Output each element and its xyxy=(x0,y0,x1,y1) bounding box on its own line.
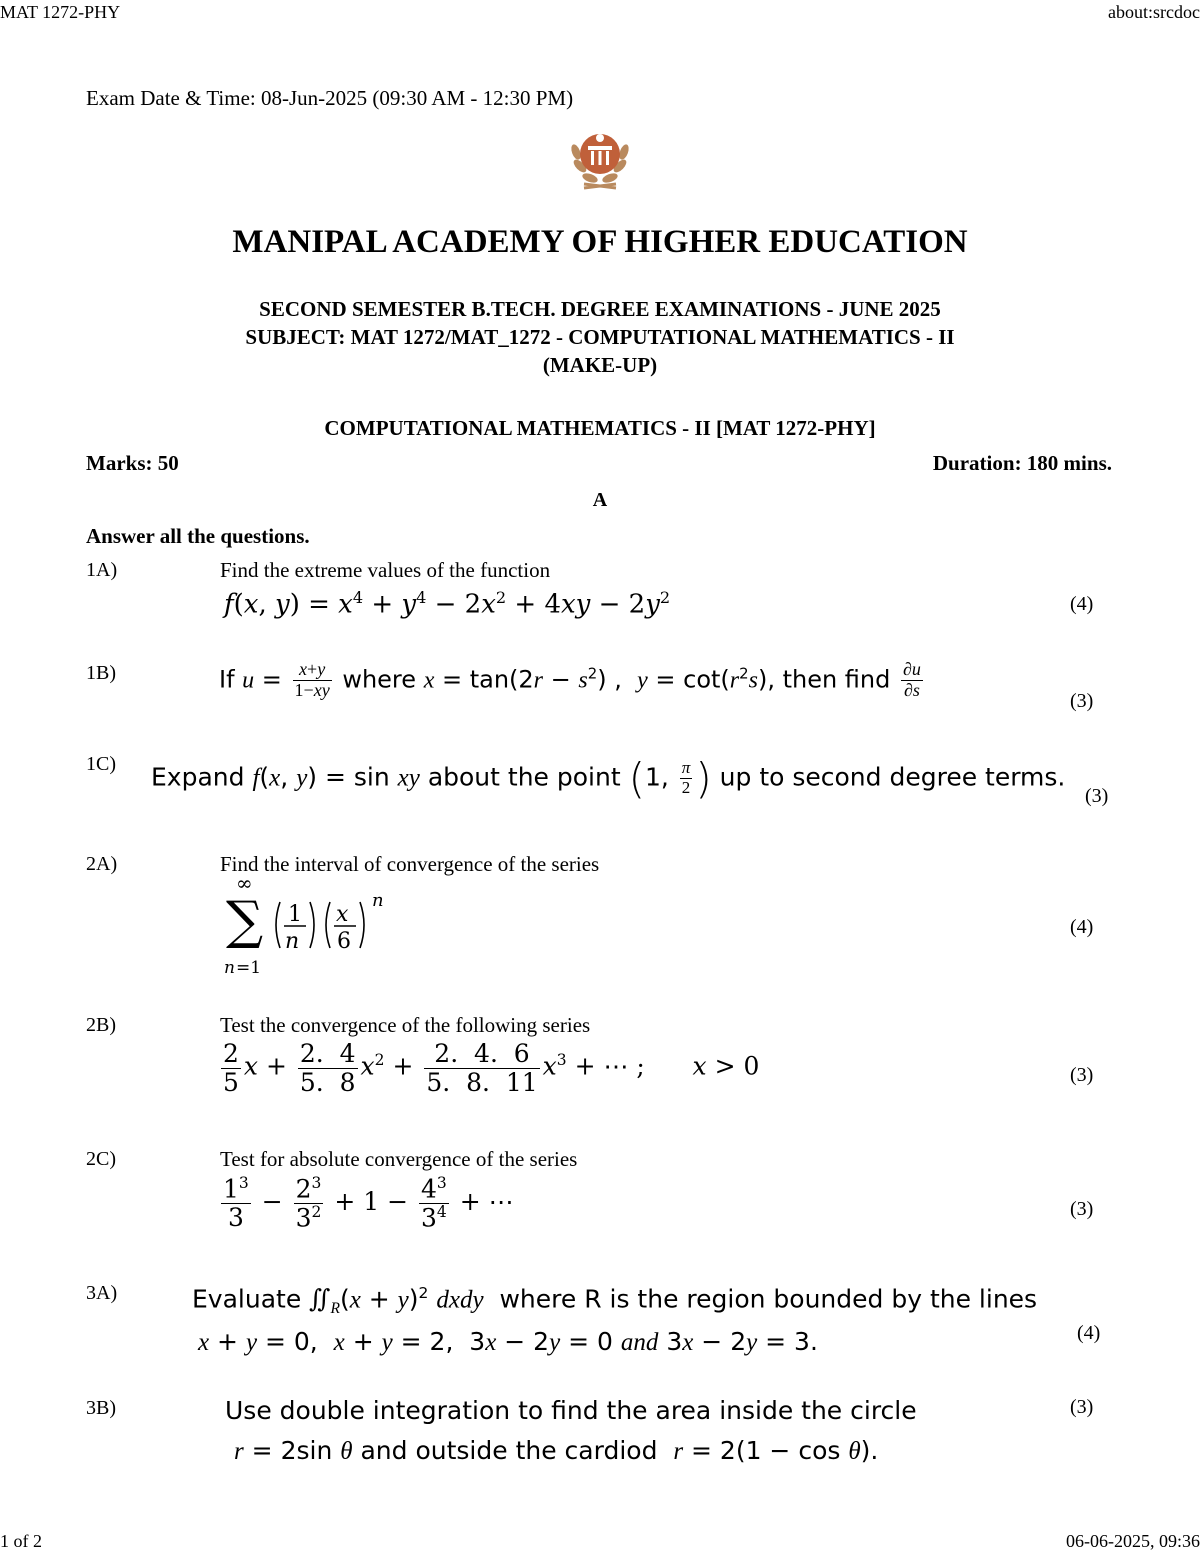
duration-label: Duration: 180 mins. xyxy=(932,451,1112,475)
instruction: Answer all the questions. xyxy=(86,524,310,548)
formula-1a: f(x, $y) = x^4 + y^4 - 2x^2 + 4xy - 2y^2$ xyxy=(224,588,671,620)
formula-1c: Expand f(x, y) = sin xy about the point (1, $\frac{\pi}{2}$ ) up to second degree terms. xyxy=(151,754,1066,803)
print-header-title: MAT 1272-PHY xyxy=(0,2,121,22)
question-text: Find the interval of convergence of the series xyxy=(220,852,600,876)
formula-1b: If u = $\frac{x+y}{1-xy}$ where $x = \tan(2r - s^2)$ , $y = \cot(r^2s)$, then find $\frac{\partial u}{\partial s}$ xyxy=(219,659,921,700)
svg-text:=1: =1 xyxy=(236,958,262,978)
formula-3b-line2: r = 2sin θ and outside the cardiod r = 2(1 − cos θ). xyxy=(234,1436,879,1465)
formula-3a-line1: Evaluate $∬_R(x + y)^2$ dxdy where R is the region bounded by the lines xyxy=(192,1284,1038,1318)
question-number: 1B) xyxy=(86,662,116,684)
subject-line: SUBJECT: MAT 1272/MAT_1272 - COMPUTATIONAL MATHEMATICS - II xyxy=(245,325,955,349)
print-footer-page: 1 of 2 xyxy=(0,1531,42,1551)
question-marks: (3) xyxy=(1070,1064,1094,1086)
question-number: 2C) xyxy=(86,1148,116,1170)
question-text: Test the convergence of the following series xyxy=(220,1013,591,1037)
question-marks: (3) xyxy=(1070,1396,1094,1418)
question-marks: (4) xyxy=(1070,593,1094,615)
question-text: Find the extreme values of the function xyxy=(220,558,551,582)
question-marks: (3) xyxy=(1085,785,1109,807)
formula-2c: $\frac{1^3}{3}$ − $\frac{2^3}{3^2}$ + 1 − $\frac{4^3}{3^4}$ + ⋯ xyxy=(223,1174,514,1233)
question-number: 1A) xyxy=(86,559,118,581)
manipal-emblem-icon xyxy=(566,122,634,190)
question-number: 1C) xyxy=(86,753,116,775)
svg-text:x: x xyxy=(336,902,349,927)
paper-title: COMPUTATIONAL MATHEMATICS - II [MAT 1272-PHY] xyxy=(324,416,876,440)
print-footer-timestamp: 06-06-2025, 09:36 xyxy=(1066,1531,1200,1551)
svg-text:∑: ∑ xyxy=(226,891,264,951)
svg-text:n: n xyxy=(372,890,384,911)
institution-name: MANIPAL ACADEMY OF HIGHER EDUCATION xyxy=(232,224,968,260)
question-number: 3B) xyxy=(86,1397,116,1419)
svg-text:∞: ∞ xyxy=(236,872,253,895)
exam-datetime: Exam Date & Time: 08-Jun-2025 (09:30 AM - 12:30 PM) xyxy=(86,86,574,110)
question-number: 2B) xyxy=(86,1014,116,1036)
question-text: Test for absolute convergence of the series xyxy=(220,1147,578,1171)
svg-text:6: 6 xyxy=(337,929,351,954)
marks-label: Marks: 50 xyxy=(86,451,179,475)
question-marks: (4) xyxy=(1070,916,1094,938)
svg-text:1: 1 xyxy=(288,902,302,927)
question-marks: (3) xyxy=(1070,1198,1094,1220)
question-number: 2A) xyxy=(86,853,118,875)
formula-2a xyxy=(222,872,422,987)
formula-3b-line1: Use double integration to find the area inside the circle xyxy=(225,1396,917,1425)
formula-2b: $\frac{2}{5}$ x + $\frac{2. 4}{5. 8}$ $x^2$ + $\frac{2. 4. 6}{5. 8. 11}$ $x^3$ + ⋯ ; x > 0 xyxy=(223,1039,760,1097)
formula-3a-line2: x + y = 0, x + y = 2, 3x − 2y = 0 and 3x − 2y = 3. xyxy=(198,1327,818,1356)
exam-title: SECOND SEMESTER B.TECH. DEGREE EXAMINATIONS - JUNE 2025 xyxy=(259,297,941,321)
question-marks: (4) xyxy=(1077,1322,1101,1344)
makeup-label: (MAKE-UP) xyxy=(542,353,658,377)
svg-text:n: n xyxy=(285,929,300,954)
svg-text:n: n xyxy=(224,958,235,978)
question-number: 3A) xyxy=(86,1282,118,1304)
question-marks: (3) xyxy=(1070,690,1094,712)
section-label: A xyxy=(592,489,608,511)
print-header-url: about:srcdoc xyxy=(1108,2,1200,22)
